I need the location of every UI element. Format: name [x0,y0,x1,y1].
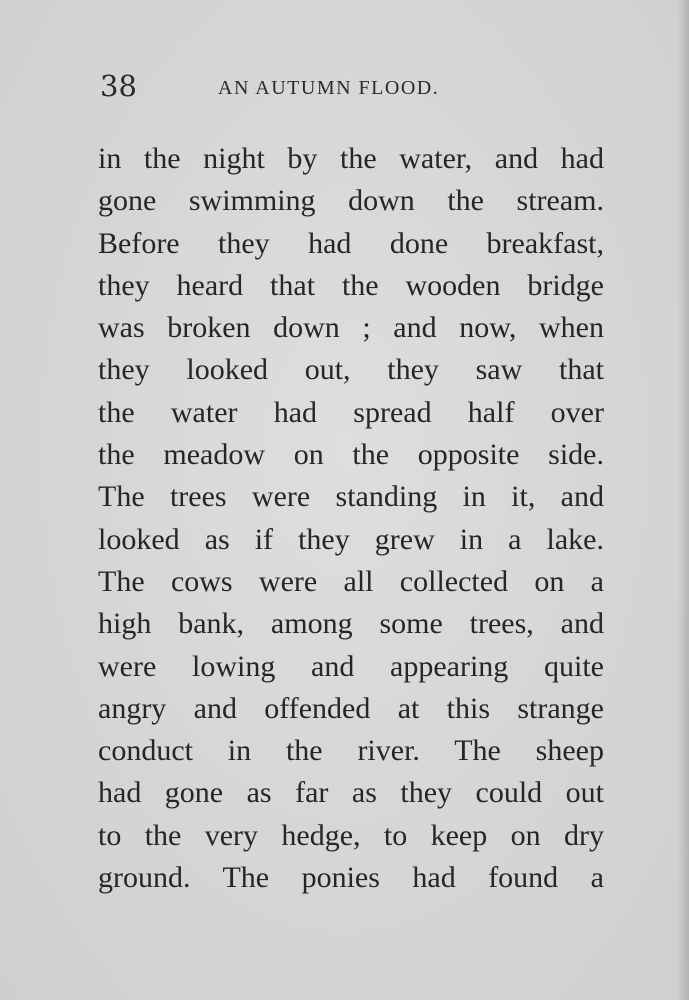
text-line: high bank, among some trees, and [98,607,604,641]
body-text [98,138,604,899]
text-line: were lowing and appearing quite [98,649,604,683]
text-line: they heard that the wooden bridge [98,268,604,302]
text-line: to the very hedge, to keep on dry [98,818,604,852]
text-line: angry and offended at this strange [98,691,604,725]
text-line: was broken down ; and now, when [98,311,604,345]
text-line: they looked out, they saw that [98,353,604,387]
text-line: gone swimming down the stream. [98,184,604,218]
text-line: The trees were standing in it, and [98,480,604,514]
text-line: The cows were all collected on a [98,564,604,598]
running-title: AN AUTUMN FLOOD. [218,77,440,99]
text-line: Before they had done breakfast, [98,226,604,260]
text-line: conduct in the river. The sheep [98,734,604,768]
text-line: ground. The ponies had found a [98,861,604,895]
page-edge-shadow [677,0,689,1000]
text-line: had gone as far as they could out [98,776,604,810]
text-line: looked as if they grew in a lake. [98,522,604,556]
text-line: the meadow on the opposite side. [98,438,604,472]
page-number: 38 [100,69,137,103]
text-line: in the night by the water, and had [98,142,604,175]
page-header [100,66,520,106]
text-line: the water had spread half over [98,395,604,429]
